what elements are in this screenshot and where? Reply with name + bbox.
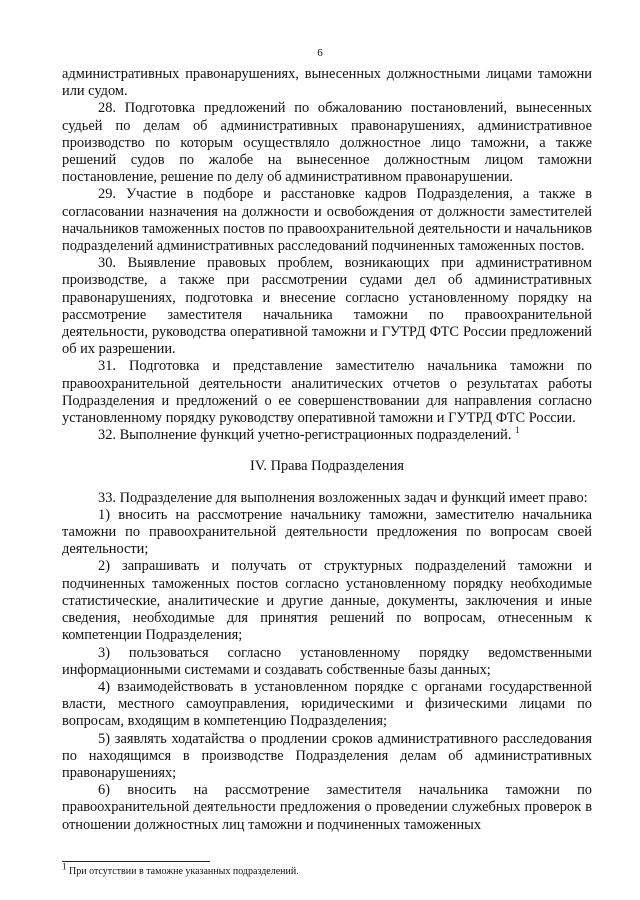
list-item-6: 6) вносить на рассмотрение заместителя начальника таможни по правоохранительной деятельности предложения о проведении служебных проверок в отношении должностных лиц таможни и подчиненных таможенных: [62, 782, 592, 833]
footnote-reference: 1: [515, 425, 520, 436]
paragraph-30: 30. Выявление правовых проблем, возникающих при административном производстве, а также при рассмотрении судами дел об административных правонарушениях, подготовка и внесение согласно установленному порядку на рассмотрение заместителя начальника таможни по правоохранительной деятельности, руководства оперативной таможни и ГУТРД ФТС России предложений об их разрешении.: [62, 255, 592, 358]
footnote-marker: 1: [62, 861, 67, 872]
footnote-text: При отсутствии в таможне указанных подразделений.: [69, 866, 299, 877]
paragraph-32-text: 32. Выполнение функций учетно-регистрационных подразделений.: [98, 427, 512, 444]
paragraph-32: [62, 427, 592, 444]
page-number: 6: [317, 47, 323, 59]
list-item-4: 4) взаимодействовать в установленном порядке с органами государственной власти, местного самоуправления, юридическими и физическими лицами по вопросам, входящим в компетенцию Подразделения;: [62, 678, 592, 730]
paragraph-29: 29. Участие в подборе и расстановке кадров Подразделения, а также в согласовании назначения на должности и освобождения от должности заместителей начальников таможенных постов по правоохранительной деятельности и начальников подразделений административных расследований подчиненных таможенных постов.: [62, 186, 592, 255]
list-item-1: 1) вносить на рассмотрение начальнику таможни, заместителю начальника таможни по правоохранительной деятельности предложения по вопросам своей деятельности;: [62, 506, 592, 558]
list-item-5: 5) заявлять ходатайства о продлении сроков административного расследования по находящимся в производстве Подразделения делам об административных правонарушениях;: [62, 730, 592, 781]
footnote-divider: [62, 861, 210, 862]
list-item-3: 3) пользоваться согласно установленному порядку ведомственными информационными системами и создавать собственные базы данных;: [62, 644, 592, 678]
paragraph-28: 28. Подготовка предложений по обжалованию постановлений, вынесенных судьей по делам об административных правонарушениях, административное производство по которым осуществляло должностное лицо таможни, а также решений судов по жалобе на вынесенное должностным лицом таможни постановление, решение по делу об административном правонарушении.: [62, 100, 592, 186]
list-item-2: 2) запрашивать и получать от структурных подразделений таможни и подчиненных таможенных постов согласно установленному порядку необходимые статистические, аналитические и другие данные, документы, заключения и иные сведения, необходимые для принятия решений по вопросам, отнесенным к компетенции Подразделения;: [62, 558, 592, 644]
paragraph-31: 31. Подготовка и представление заместителю начальника таможни по правоохранительной деятельности аналитических отчетов о результатах работы Подразделения и предложений о ее совершенствовании для направления согласно установленному порядку руководству оперативной таможни и ГУТРД ФТС России.: [62, 358, 592, 427]
paragraph-continuation: административных правонарушениях, вынесенных должностными лицами таможни или судом.: [62, 66, 592, 100]
paragraph-33: 33. Подразделение для выполнения возложенных задач и функций имеет право:: [98, 489, 588, 506]
footnote: [62, 861, 592, 878]
section-heading: IV. Права Подразделения: [250, 458, 404, 475]
document-body: [62, 66, 592, 834]
